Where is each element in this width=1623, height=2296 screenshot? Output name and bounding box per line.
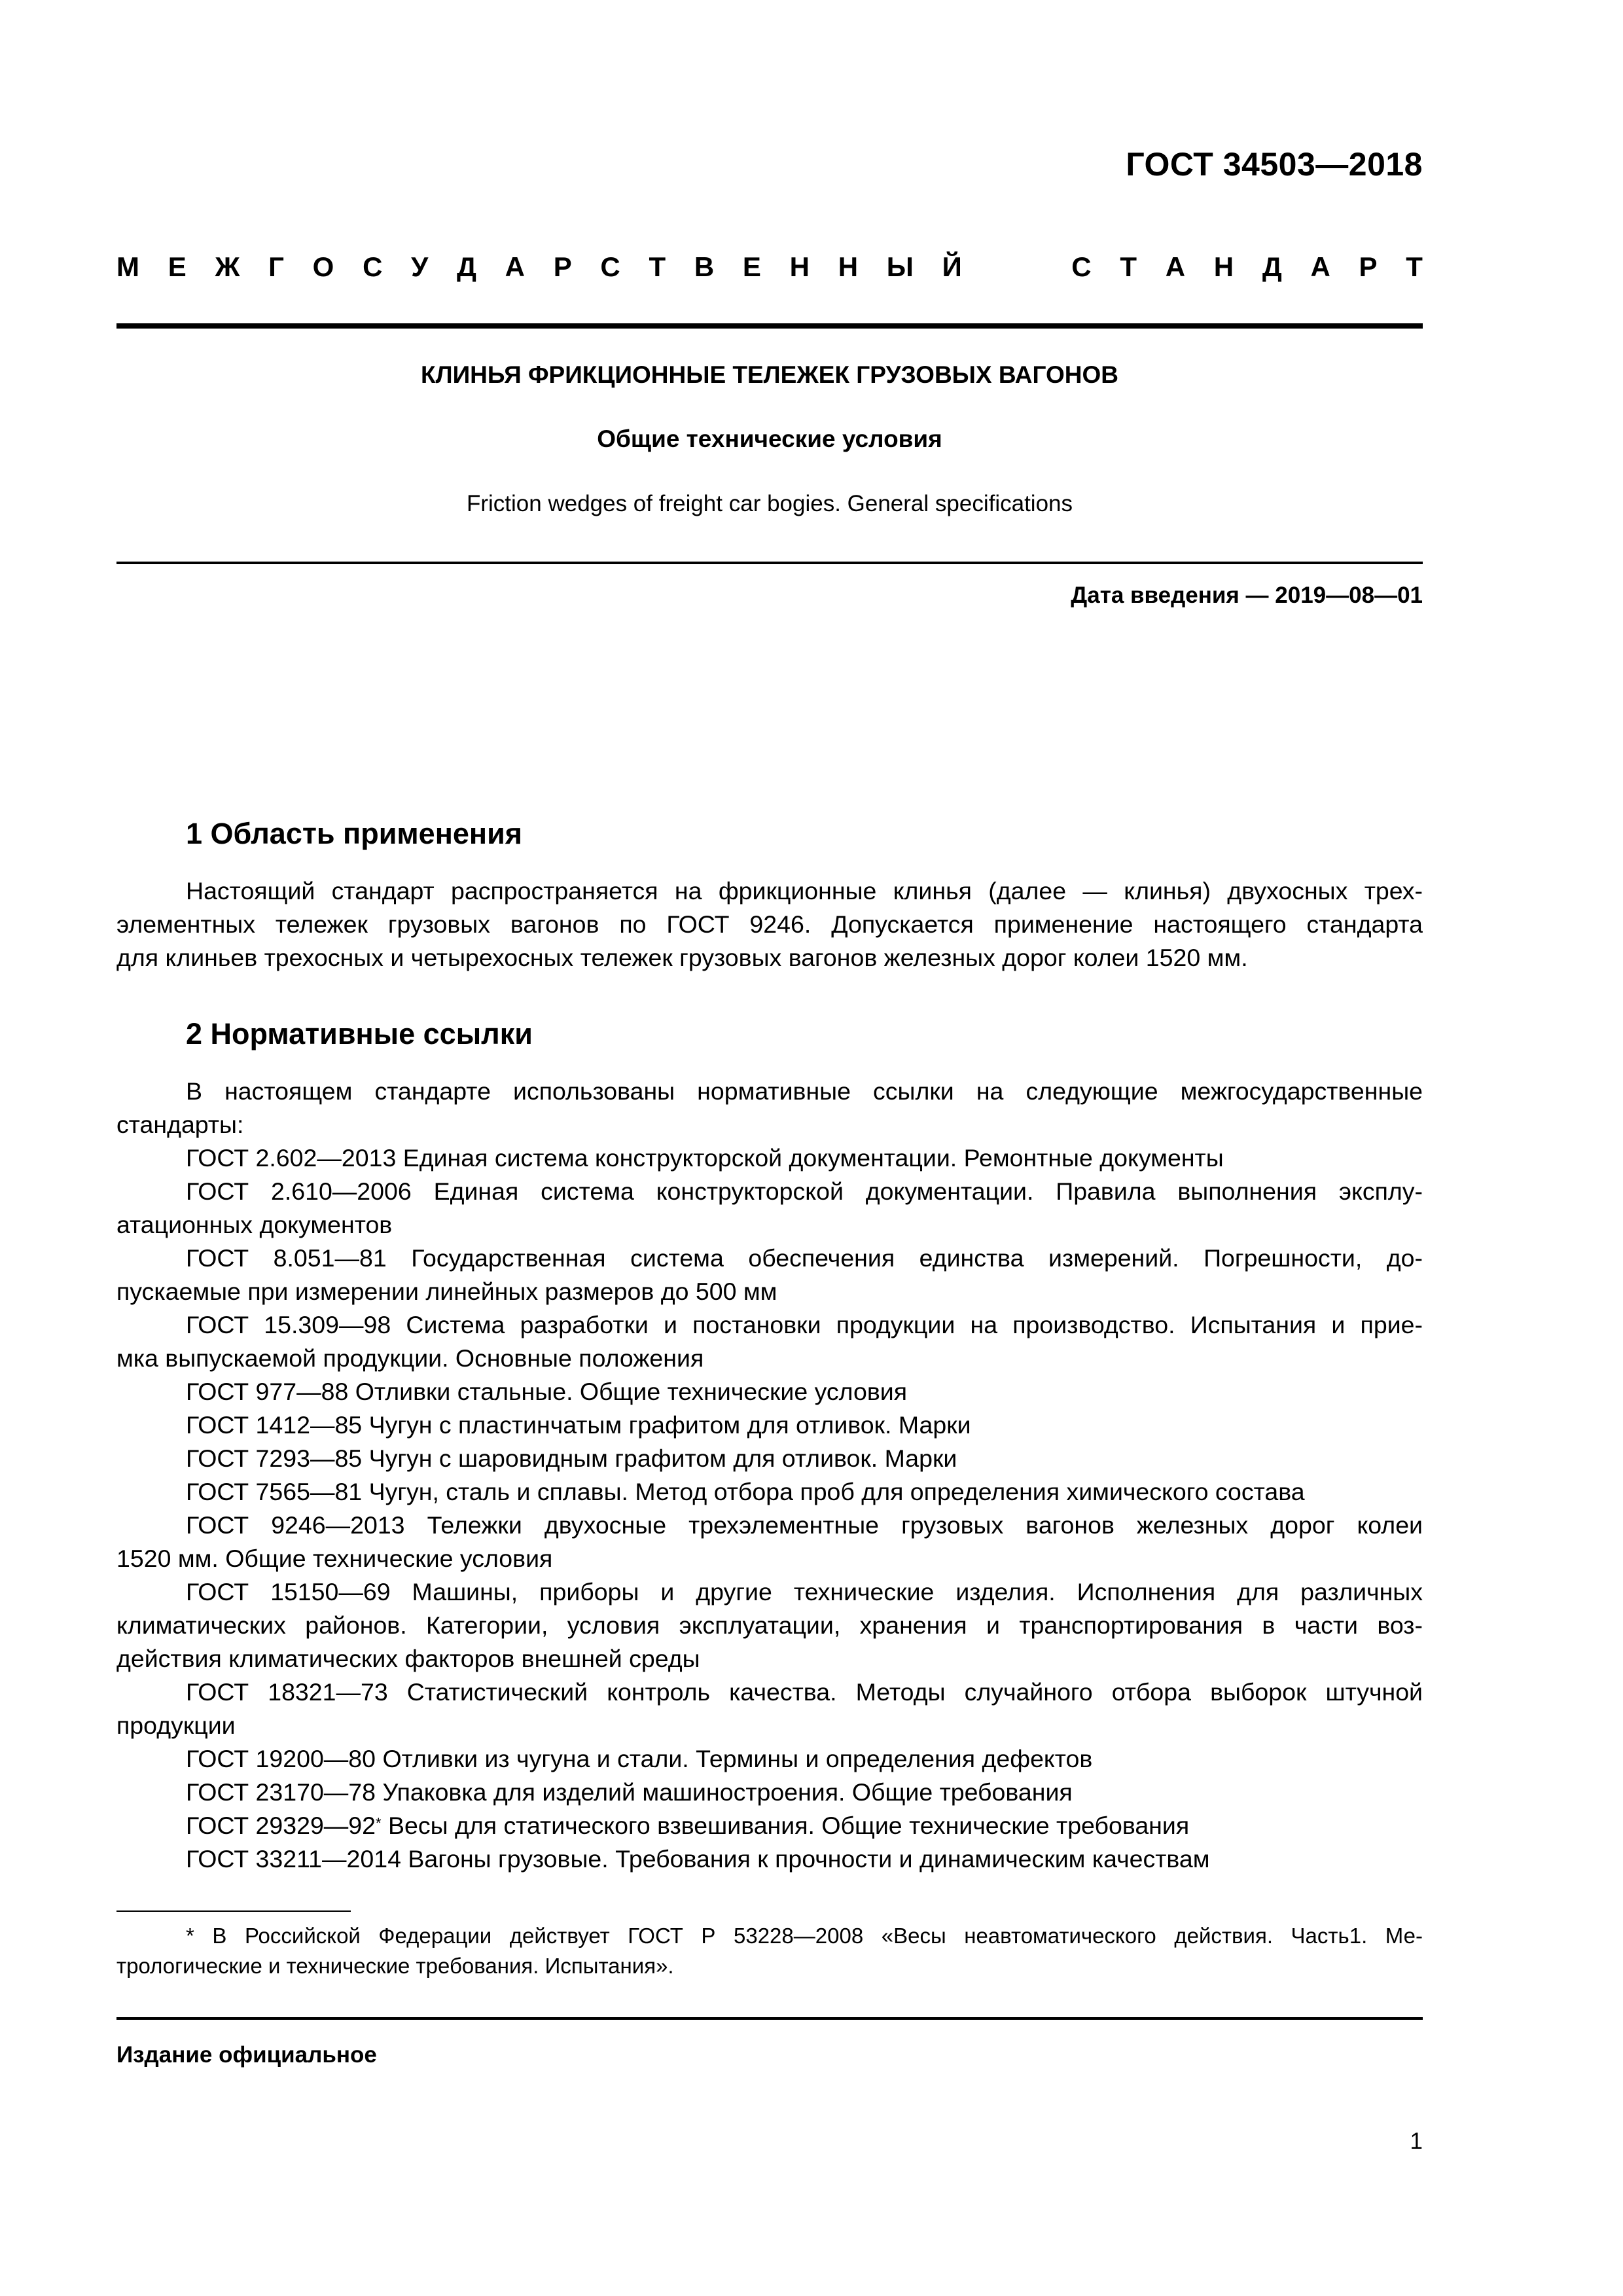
text-line: стандарты: <box>116 1111 244 1138</box>
text-line: В настоящем стандарте использованы нормативные ссылки на следующие межгосударственные <box>186 1077 1423 1105</box>
category-letter: А <box>505 251 525 282</box>
reference-item: ГОСТ 7293—85 Чугун с шаровидным графитом для отливок. Марки <box>186 1444 957 1472</box>
text-line: элементных тележек грузовых вагонов по ГОСТ 9246. Допускается применение настоящего стандарта <box>116 910 1423 938</box>
category-letter: С <box>363 251 383 282</box>
category-letter: Н <box>1213 251 1234 282</box>
category-letter: С <box>600 251 620 282</box>
reference-item-cont: атационных документов <box>116 1211 393 1238</box>
reference-item: ГОСТ 1412—85 Чугун с пластинчатым графитом для отливок. Марки <box>186 1411 971 1439</box>
category-letter: Й <box>942 251 962 282</box>
reference-item: ГОСТ 15150—69 Машины, приборы и другие технические изделия. Исполнения для различных <box>186 1578 1423 1605</box>
category-letter: Ы <box>886 251 914 282</box>
category-letter: Е <box>168 251 187 282</box>
category-letter: Т <box>1120 251 1137 282</box>
header-divider <box>116 323 1423 329</box>
footnote-marker[interactable]: * <box>376 1815 382 1831</box>
english-title: Friction wedges of freight car bogies. General specifications <box>466 491 1073 516</box>
document-title: КЛИНЬЯ ФРИКЦИОННЫЕ ТЕЛЕЖЕК ГРУЗОВЫХ ВАГОНОВ <box>421 361 1118 388</box>
reference-item-cont: мка выпускаемой продукции. Основные положения <box>116 1344 704 1372</box>
category-letter: В <box>694 251 715 282</box>
reference-item: ГОСТ 15.309—98 Система разработки и постановки продукции на производство. Испытания и прие- <box>186 1311 1423 1338</box>
reference-item: ГОСТ 2.610—2006 Единая система конструкторской документации. Правила выполнения эксплу- <box>186 1177 1423 1205</box>
reference-item-cont: пускаемые при измерении линейных размеров до 500 мм <box>116 1278 777 1305</box>
page-number: 1 <box>1410 2128 1423 2154</box>
reference-item: ГОСТ 2.602—2013 Единая система конструкторской документации. Ремонтные документы <box>186 1144 1224 1172</box>
reference-title: Весы для статического взвешивания. Общие технические требования <box>388 1812 1190 1839</box>
category-letter: М <box>116 251 139 282</box>
reference-item: ГОСТ 23170—78 Упаковка для изделий машиностроения. Общие требования <box>186 1778 1073 1806</box>
category-letter: Д <box>1262 251 1282 282</box>
reference-item: ГОСТ 33211—2014 Вагоны грузовые. Требования к прочности и динамическим качествам <box>186 1845 1210 1873</box>
reference-item: ГОСТ 8.051—81 Государственная система обеспечения единства измерений. Погрешности, до- <box>186 1244 1423 1272</box>
reference-item: ГОСТ 977—88 Отливки стальные. Общие технические условия <box>186 1378 908 1405</box>
section-heading-scope: 1 Область применения <box>186 817 523 850</box>
category-letter: Р <box>553 251 572 282</box>
category-letter: Н <box>838 251 859 282</box>
category-letter: А <box>1310 251 1330 282</box>
category-letter: Е <box>742 251 761 282</box>
reference-item: ГОСТ 9246—2013 Тележки двухосные трехэлементные грузовых вагонов железных дорог колеи <box>186 1511 1423 1539</box>
category-letter: Т <box>1406 251 1423 282</box>
reference-item-cont: действия климатических факторов внешней среды <box>116 1645 700 1672</box>
title-divider <box>116 562 1423 564</box>
reference-item-cont: 1520 мм. Общие технические условия <box>116 1545 553 1572</box>
footnote-line: трологические и технические требования. Испытания». <box>116 1954 674 1978</box>
category-letter: С <box>1071 251 1092 282</box>
edition-label: Издание официальное <box>116 2042 377 2068</box>
reference-item: ГОСТ 7565—81 Чугун, сталь и сплавы. Метод отбора проб для определения химического состава <box>186 1478 1305 1505</box>
text-line: Настоящий стандарт распространяется на фрикционные клинья (далее — клинья) двухосных трех- <box>186 877 1423 905</box>
reference-item-footnoted <box>116 1809 1423 1842</box>
category-letter: Н <box>789 251 810 282</box>
category-letter: А <box>1165 251 1186 282</box>
category-letter: Г <box>268 251 284 282</box>
word-gap <box>991 251 1043 283</box>
reference-item: ГОСТ 19200—80 Отливки из чугуна и стали. Термины и определения дефектов <box>186 1745 1093 1772</box>
reference-code: ГОСТ 29329—92 <box>186 1812 376 1839</box>
reference-item: ГОСТ 18321—73 Статистический контроль качества. Методы случайного отбора выборок штучной <box>186 1678 1423 1706</box>
footnote-line <box>116 1921 1423 1951</box>
introduction-date: Дата введения — 2019—08—01 <box>1071 583 1423 608</box>
document-subtitle: Общие технические условия <box>597 425 942 452</box>
footnote-text: В Российской Федерации действует ГОСТ Р 53228—2008 «Весы неавтоматического действия. Часть1. Ме- <box>212 1924 1423 1948</box>
footnote-marker: * <box>186 1924 194 1948</box>
category-letter: Д <box>456 251 476 282</box>
standard-category <box>116 251 1423 283</box>
references-list <box>116 1075 1423 1876</box>
scope-paragraph <box>116 874 1423 975</box>
reference-item-cont: климатических районов. Категории, условия эксплуатации, хранения и транспортирования в части воз- <box>116 1611 1423 1639</box>
standard-number: ГОСТ 34503—2018 <box>1126 146 1423 183</box>
category-letter: О <box>312 251 334 282</box>
footnote-divider <box>116 1910 351 1912</box>
section-heading-references: 2 Нормативные ссылки <box>186 1017 533 1050</box>
category-letter: У <box>411 251 429 282</box>
reference-item-cont: продукции <box>116 1712 236 1739</box>
text-line: для клиньев трехосных и четырехосных тележек грузовых вагонов железных дорог колеи 1520 мм. <box>116 944 1248 971</box>
footer-divider <box>116 2017 1423 2020</box>
category-letter: Р <box>1359 251 1378 282</box>
category-letter: Т <box>649 251 666 282</box>
footnote <box>116 1921 1423 1981</box>
category-letter: Ж <box>215 251 240 282</box>
